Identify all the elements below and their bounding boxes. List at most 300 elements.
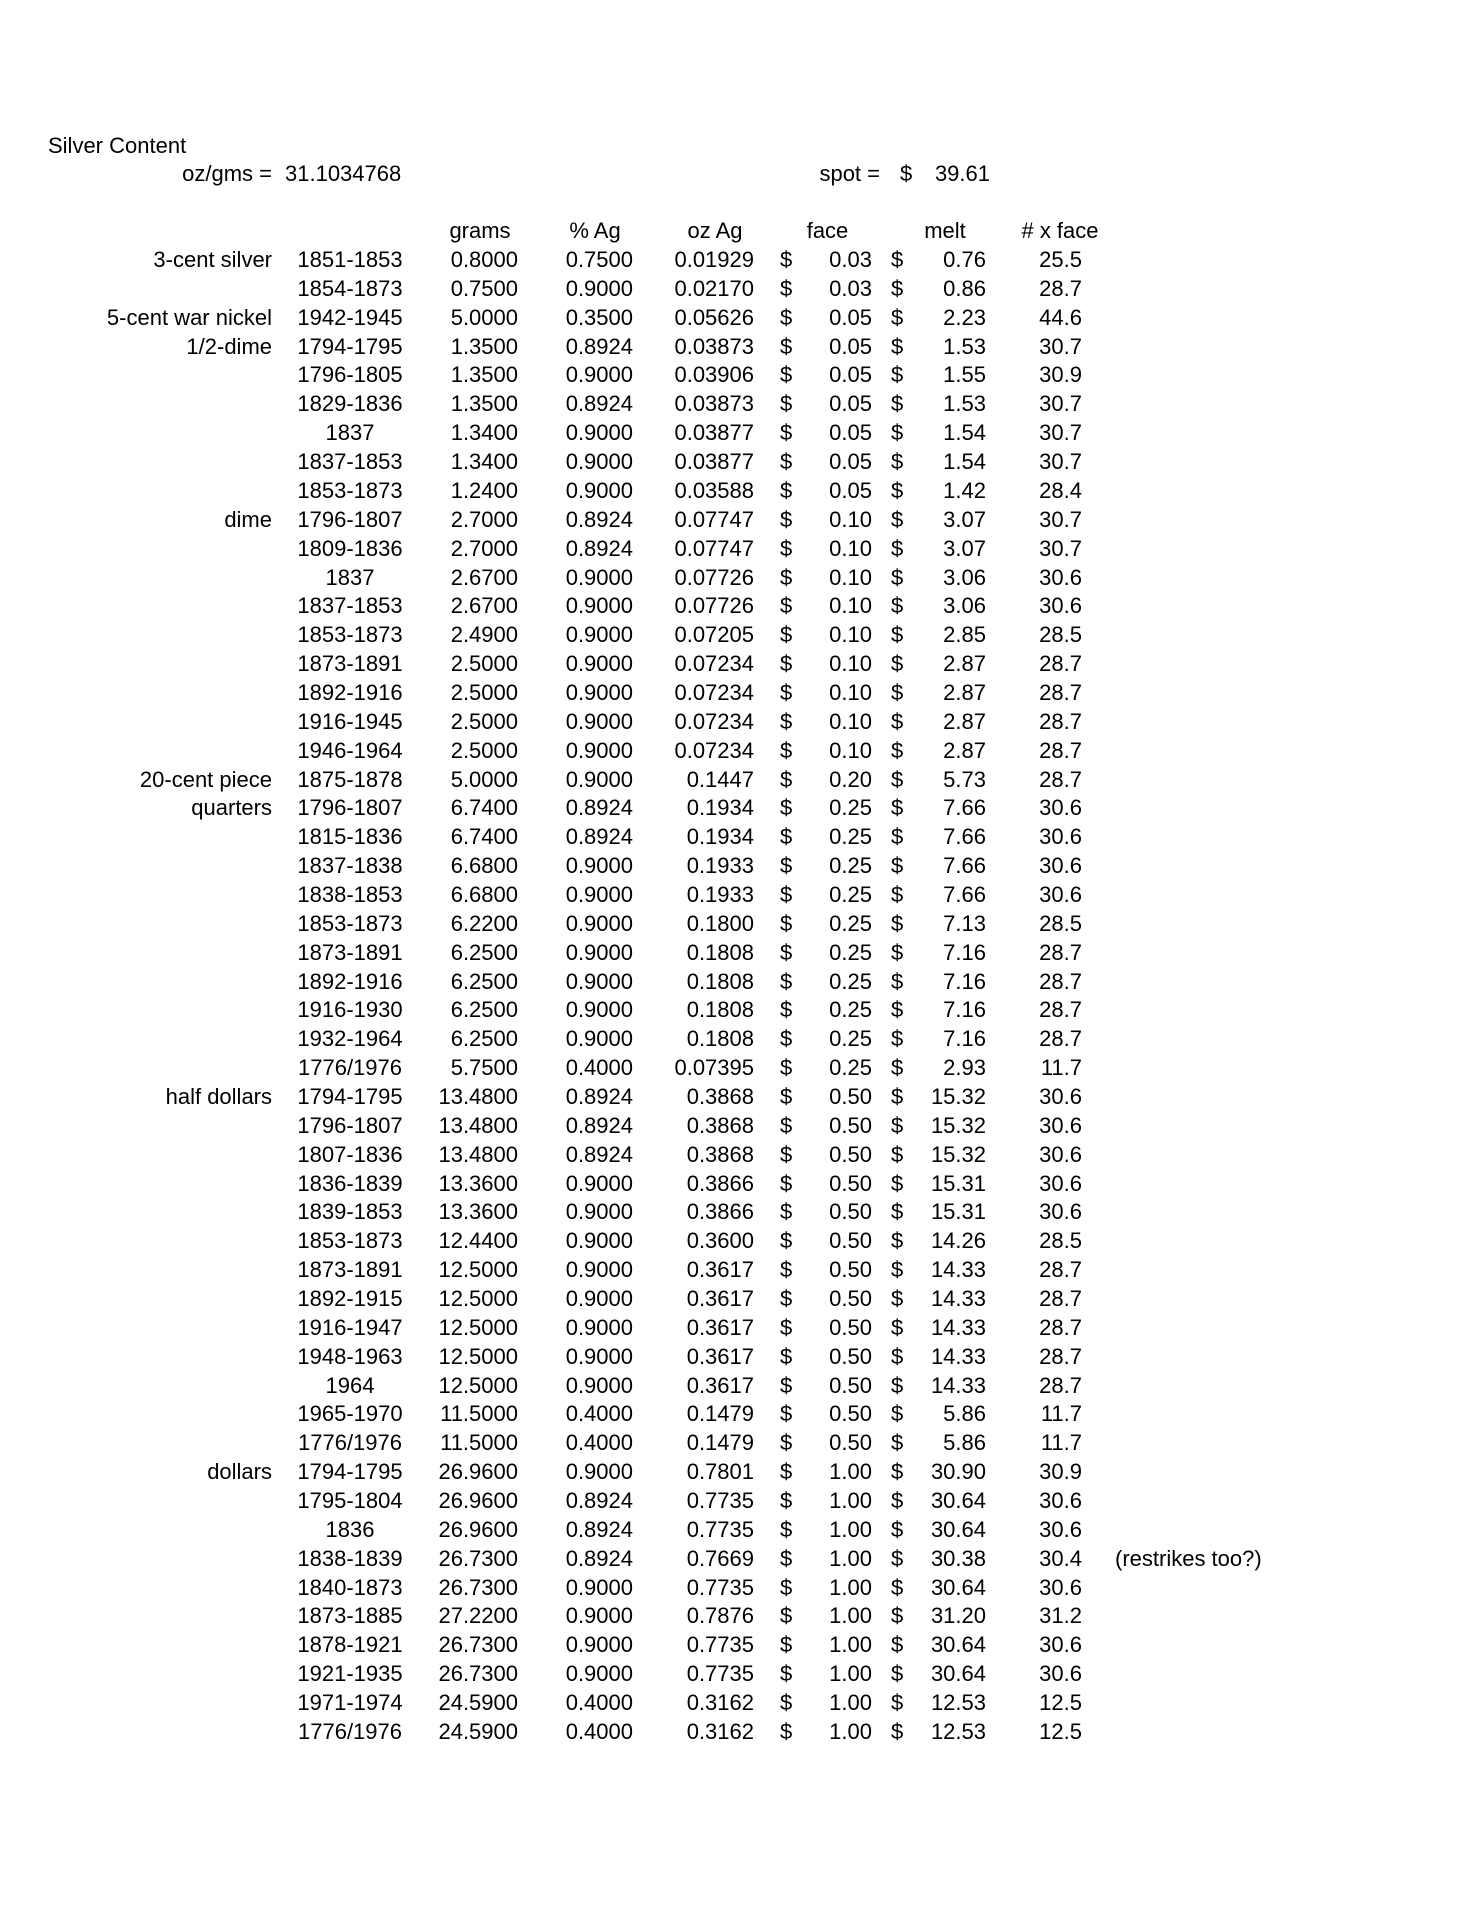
face-value: 1.00 [829, 1661, 872, 1687]
melt-value: 7.66 [943, 881, 986, 907]
oz-ag-value: 0.05626 [674, 304, 754, 330]
year-range: 1829-1836 [297, 391, 403, 417]
grams-value: 6.2200 [450, 910, 518, 936]
note-text: (restrikes too?) [1115, 1545, 1262, 1571]
face-value: 0.10 [829, 564, 872, 590]
pct-ag-value: 0.9000 [565, 275, 633, 301]
pct-ag-value: 0.4000 [565, 1430, 633, 1456]
oz-ag-value: 0.1479 [686, 1401, 754, 1427]
melt-currency: $ [891, 1055, 904, 1081]
melt-value: 15.32 [930, 1083, 986, 1109]
grams-value: 13.3600 [438, 1199, 518, 1225]
year-range: 1837-1838 [297, 853, 403, 879]
face-currency: $ [780, 449, 793, 474]
x-face-value: 28.7 [1039, 1257, 1082, 1283]
x-face-value: 30.6 [1039, 1574, 1082, 1600]
face-value: 0.50 [829, 1314, 872, 1340]
year-range: 1853-1873 [297, 622, 403, 648]
face-currency: $ [780, 679, 793, 705]
oz-ag-value: 0.1808 [686, 997, 754, 1023]
melt-value: 12.53 [930, 1718, 986, 1744]
face-value: 0.25 [829, 968, 872, 994]
x-face-value: 28.7 [1039, 651, 1082, 676]
face-currency: $ [780, 1574, 793, 1600]
melt-currency: $ [891, 1199, 904, 1225]
coin-type: quarters [191, 795, 272, 821]
oz-ag-value: 0.07234 [674, 708, 754, 734]
year-range: 1948-1963 [297, 1343, 403, 1369]
face-value: 0.10 [829, 593, 872, 619]
grams-value: 12.5000 [438, 1257, 518, 1283]
face-value: 0.05 [829, 449, 872, 474]
pct-ag-value: 0.9000 [565, 1026, 633, 1052]
face-currency: $ [780, 1055, 793, 1081]
pct-ag-value: 0.9000 [565, 766, 633, 792]
pct-ag-value: 0.9000 [565, 997, 633, 1023]
x-face-value: 30.6 [1039, 1488, 1082, 1513]
year-range: 1873-1885 [297, 1603, 403, 1629]
grams-value: 6.2500 [450, 939, 518, 965]
x-face-value: 30.6 [1039, 1199, 1082, 1225]
melt-value: 7.66 [943, 795, 986, 821]
melt-value: 7.16 [943, 939, 986, 965]
melt-currency: $ [891, 679, 904, 705]
face-currency: $ [780, 1718, 793, 1744]
grams-value: 2.7000 [450, 535, 518, 561]
oz-ag-value: 0.1808 [686, 1026, 754, 1052]
oz-ag-value: 0.1479 [686, 1430, 754, 1456]
grams-value: 2.5000 [450, 651, 518, 676]
melt-value: 1.42 [943, 477, 986, 503]
year-range: 1837-1853 [297, 449, 403, 474]
x-face-value: 28.7 [1039, 708, 1082, 734]
melt-currency: $ [891, 651, 904, 676]
melt-value: 2.23 [943, 304, 986, 330]
face-value: 0.05 [829, 477, 872, 503]
year-range: 1853-1873 [297, 910, 403, 936]
pct-ag-value: 0.8924 [565, 1488, 633, 1513]
x-face-value: 30.6 [1039, 1632, 1082, 1658]
grams-value: 26.9600 [438, 1488, 518, 1513]
x-face-value: 28.7 [1039, 737, 1082, 763]
melt-currency: $ [891, 1141, 904, 1167]
face-currency: $ [780, 1083, 793, 1109]
melt-value: 12.53 [930, 1690, 986, 1715]
face-currency: $ [780, 1661, 793, 1687]
oz-ag-value: 0.7669 [686, 1545, 754, 1571]
face-currency: $ [780, 1690, 793, 1715]
x-face-value: 28.5 [1039, 622, 1082, 648]
melt-value: 1.54 [943, 449, 986, 474]
face-currency: $ [780, 708, 793, 734]
header-x-face: # x face [1021, 218, 1099, 243]
year-range: 1807-1836 [297, 1141, 403, 1167]
melt-currency: $ [891, 910, 904, 936]
face-currency: $ [780, 506, 793, 532]
face-value: 0.50 [829, 1372, 872, 1398]
grams-value: 12.5000 [438, 1343, 518, 1369]
year-range: 1836 [325, 1516, 375, 1542]
year-range: 1932-1964 [297, 1026, 403, 1052]
year-range: 1854-1873 [297, 275, 403, 301]
oz-ag-value: 0.07234 [674, 679, 754, 705]
grams-value: 26.9600 [438, 1516, 518, 1542]
grams-value: 2.4900 [450, 622, 518, 648]
header-pct-ag: % Ag [569, 218, 621, 243]
pct-ag-value: 0.8924 [565, 333, 633, 359]
oz-ag-value: 0.03877 [674, 449, 754, 474]
face-currency: $ [780, 910, 793, 936]
year-range: 1795-1804 [297, 1488, 403, 1513]
x-face-value: 30.6 [1039, 853, 1082, 879]
face-currency: $ [780, 247, 793, 272]
face-value: 1.00 [829, 1488, 872, 1513]
melt-value: 14.33 [930, 1372, 986, 1398]
melt-value: 0.86 [943, 275, 986, 301]
x-face-value: 30.7 [1039, 333, 1082, 359]
x-face-value: 11.7 [1040, 1430, 1082, 1456]
year-range: 1916-1945 [297, 708, 403, 734]
pct-ag-value: 0.9000 [565, 1199, 633, 1225]
year-range: 1875-1878 [297, 766, 403, 792]
face-value: 0.25 [829, 910, 872, 936]
face-value: 0.05 [829, 362, 872, 388]
x-face-value: 28.7 [1039, 1026, 1082, 1052]
melt-currency: $ [891, 1314, 904, 1340]
x-face-value: 30.6 [1039, 1141, 1082, 1167]
oz-ag-value: 0.03873 [674, 391, 754, 417]
melt-value: 15.31 [930, 1199, 986, 1225]
oz-gms-value: 31.1034768 [285, 161, 402, 186]
melt-currency: $ [891, 477, 904, 503]
oz-ag-value: 0.07395 [674, 1055, 754, 1081]
grams-value: 11.5000 [440, 1430, 518, 1456]
melt-currency: $ [891, 766, 904, 792]
melt-currency: $ [891, 1574, 904, 1600]
face-value: 0.10 [829, 737, 872, 763]
grams-value: 5.0000 [450, 304, 518, 330]
face-currency: $ [780, 1516, 793, 1542]
face-currency: $ [780, 275, 793, 301]
melt-value: 3.06 [943, 593, 986, 619]
x-face-value: 30.6 [1039, 593, 1082, 619]
oz-ag-value: 0.03873 [674, 333, 754, 359]
pct-ag-value: 0.9000 [565, 622, 633, 648]
oz-ag-value: 0.1933 [686, 881, 754, 907]
face-value: 0.05 [829, 391, 872, 417]
face-value: 1.00 [829, 1632, 872, 1658]
year-range: 1916-1947 [297, 1314, 403, 1340]
x-face-value: 25.5 [1039, 247, 1082, 272]
face-currency: $ [780, 1603, 793, 1629]
face-value: 0.50 [829, 1286, 872, 1311]
grams-value: 13.3600 [438, 1170, 518, 1196]
x-face-value: 30.6 [1039, 881, 1082, 907]
melt-value: 14.33 [930, 1314, 986, 1340]
face-value: 1.00 [829, 1459, 872, 1485]
pct-ag-value: 0.9000 [565, 910, 633, 936]
oz-ag-value: 0.07234 [674, 737, 754, 763]
melt-value: 7.13 [943, 910, 986, 936]
grams-value: 24.5900 [438, 1718, 518, 1744]
year-range: 1794-1795 [297, 333, 403, 359]
melt-currency: $ [891, 1430, 904, 1456]
melt-currency: $ [891, 1112, 904, 1138]
year-range: 1794-1795 [297, 1459, 403, 1485]
melt-currency: $ [891, 824, 904, 850]
melt-currency: $ [891, 1026, 904, 1052]
melt-currency: $ [891, 1690, 904, 1715]
pct-ag-value: 0.4000 [565, 1690, 633, 1715]
face-value: 0.25 [829, 824, 872, 850]
oz-ag-value: 0.7735 [686, 1632, 754, 1658]
face-value: 0.10 [829, 679, 872, 705]
pct-ag-value: 0.8924 [565, 1545, 633, 1571]
coin-type: dime [224, 506, 272, 532]
face-currency: $ [780, 564, 793, 590]
year-range: 1851-1853 [297, 247, 403, 272]
melt-value: 3.06 [943, 564, 986, 590]
grams-value: 2.5000 [450, 708, 518, 734]
year-range: 1815-1836 [297, 824, 403, 850]
x-face-value: 28.7 [1039, 968, 1082, 994]
melt-currency: $ [891, 1661, 904, 1687]
face-currency: $ [780, 766, 793, 792]
melt-currency: $ [891, 1257, 904, 1283]
year-range: 1839-1853 [297, 1199, 403, 1225]
melt-value: 2.85 [943, 622, 986, 648]
melt-currency: $ [891, 1603, 904, 1629]
grams-value: 2.5000 [450, 679, 518, 705]
face-currency: $ [780, 1286, 793, 1311]
coin-type: 20-cent piece [139, 766, 272, 792]
melt-value: 30.64 [930, 1632, 986, 1658]
pct-ag-value: 0.9000 [565, 1257, 633, 1283]
face-value: 0.10 [829, 651, 872, 676]
face-currency: $ [780, 1632, 793, 1658]
melt-value: 7.66 [943, 824, 986, 850]
grams-value: 2.7000 [450, 506, 518, 532]
oz-ag-value: 0.7876 [686, 1603, 754, 1629]
grams-value: 13.4800 [438, 1141, 518, 1167]
melt-value: 15.31 [930, 1170, 986, 1196]
face-value: 1.00 [829, 1718, 872, 1744]
grams-value: 5.7500 [450, 1055, 518, 1081]
grams-value: 1.3400 [450, 449, 518, 474]
oz-ag-value: 0.3617 [686, 1257, 754, 1283]
pct-ag-value: 0.9000 [565, 564, 633, 590]
coin-type: half dollars [165, 1083, 272, 1109]
grams-value: 6.7400 [450, 795, 518, 821]
oz-ag-value: 0.3617 [686, 1343, 754, 1369]
x-face-value: 30.7 [1039, 535, 1082, 561]
melt-value: 30.90 [930, 1459, 986, 1485]
pct-ag-value: 0.9000 [565, 593, 633, 619]
pct-ag-value: 0.9000 [565, 1286, 633, 1311]
melt-value: 30.38 [930, 1545, 986, 1571]
melt-currency: $ [891, 362, 904, 388]
coin-type: 3-cent silver [153, 247, 272, 272]
face-value: 1.00 [829, 1690, 872, 1715]
oz-ag-value: 0.3868 [686, 1112, 754, 1138]
melt-value: 30.64 [930, 1516, 986, 1542]
oz-ag-value: 0.3868 [686, 1083, 754, 1109]
pct-ag-value: 0.9000 [565, 968, 633, 994]
melt-value: 2.87 [943, 651, 986, 676]
oz-ag-value: 0.7735 [686, 1574, 754, 1600]
pct-ag-value: 0.9000 [565, 362, 633, 388]
year-range: 1796-1807 [297, 506, 403, 532]
pct-ag-value: 0.9000 [565, 449, 633, 474]
face-value: 0.50 [829, 1343, 872, 1369]
pct-ag-value: 0.9000 [565, 1459, 633, 1485]
melt-value: 30.64 [930, 1661, 986, 1687]
grams-value: 26.9600 [438, 1459, 518, 1485]
oz-ag-value: 0.3617 [686, 1286, 754, 1311]
oz-ag-value: 0.1934 [686, 795, 754, 821]
face-currency: $ [780, 1314, 793, 1340]
melt-currency: $ [891, 1545, 904, 1571]
oz-ag-value: 0.1808 [686, 968, 754, 994]
melt-value: 1.53 [943, 333, 986, 359]
year-range: 1873-1891 [297, 1257, 403, 1283]
melt-value: 14.33 [930, 1257, 986, 1283]
year-range: 1892-1916 [297, 679, 403, 705]
pct-ag-value: 0.9000 [565, 1661, 633, 1687]
year-range: 1964 [325, 1372, 375, 1398]
x-face-value: 28.7 [1039, 997, 1082, 1023]
face-value: 0.20 [829, 766, 872, 792]
face-currency: $ [780, 1026, 793, 1052]
face-value: 0.25 [829, 853, 872, 879]
x-face-value: 30.7 [1039, 449, 1082, 474]
face-value: 0.10 [829, 622, 872, 648]
grams-value: 1.3400 [450, 420, 518, 446]
year-range: 1878-1921 [297, 1632, 403, 1658]
oz-ag-value: 0.07747 [674, 535, 754, 561]
x-face-value: 28.5 [1039, 910, 1082, 936]
pct-ag-value: 0.8924 [565, 1516, 633, 1542]
year-range: 1836-1839 [297, 1170, 403, 1196]
grams-value: 6.6800 [450, 853, 518, 879]
year-range: 1840-1873 [297, 1574, 403, 1600]
x-face-value: 28.7 [1039, 1314, 1082, 1340]
x-face-value: 31.2 [1039, 1603, 1082, 1629]
grams-value: 2.6700 [450, 593, 518, 619]
x-face-value: 28.7 [1039, 939, 1082, 965]
face-value: 0.25 [829, 795, 872, 821]
x-face-value: 12.5 [1039, 1690, 1082, 1715]
grams-value: 12.5000 [438, 1314, 518, 1340]
face-currency: $ [780, 1401, 793, 1427]
pct-ag-value: 0.9000 [565, 477, 633, 503]
x-face-value: 30.9 [1039, 1459, 1082, 1485]
face-currency: $ [780, 1459, 793, 1485]
face-currency: $ [780, 737, 793, 763]
pct-ag-value: 0.8924 [565, 1083, 633, 1109]
x-face-value: 30.7 [1039, 420, 1082, 446]
face-value: 1.00 [829, 1574, 872, 1600]
face-currency: $ [780, 651, 793, 676]
year-range: 1892-1915 [297, 1286, 403, 1311]
oz-ag-value: 0.07726 [674, 564, 754, 590]
face-value: 1.00 [829, 1603, 872, 1629]
coin-type: 1/2-dime [186, 333, 272, 359]
oz-ag-value: 0.07205 [674, 622, 754, 648]
face-value: 0.25 [829, 881, 872, 907]
oz-ag-value: 0.01929 [674, 247, 754, 272]
pct-ag-value: 0.9000 [565, 651, 633, 676]
face-currency: $ [780, 593, 793, 619]
year-range: 1838-1853 [297, 881, 403, 907]
melt-value: 5.73 [943, 766, 986, 792]
melt-currency: $ [891, 593, 904, 619]
oz-ag-value: 0.3162 [686, 1718, 754, 1744]
year-range: 1873-1891 [297, 939, 403, 965]
pct-ag-value: 0.8924 [565, 1141, 633, 1167]
pct-ag-value: 0.8924 [565, 506, 633, 532]
coin-type: dollars [207, 1459, 272, 1485]
oz-ag-value: 0.3866 [686, 1170, 754, 1196]
melt-value: 1.55 [943, 362, 986, 388]
pct-ag-value: 0.8924 [565, 1112, 633, 1138]
grams-value: 6.2500 [450, 968, 518, 994]
spot-value: 39.61 [934, 161, 990, 186]
pct-ag-value: 0.4000 [565, 1718, 633, 1744]
oz-ag-value: 0.7801 [686, 1459, 754, 1485]
oz-ag-value: 0.07747 [674, 506, 754, 532]
pct-ag-value: 0.9000 [565, 853, 633, 879]
year-range: 1809-1836 [297, 535, 403, 561]
melt-currency: $ [891, 881, 904, 907]
year-range: 1837-1853 [297, 593, 403, 619]
pct-ag-value: 0.4000 [565, 1401, 633, 1427]
face-value: 0.10 [829, 506, 872, 532]
melt-currency: $ [891, 997, 904, 1023]
grams-value: 11.5000 [440, 1401, 518, 1427]
face-currency: $ [780, 939, 793, 965]
oz-ag-value: 0.1808 [686, 939, 754, 965]
oz-ag-value: 0.7735 [686, 1516, 754, 1542]
header-face: face [806, 218, 849, 243]
melt-value: 2.93 [943, 1055, 986, 1081]
x-face-value: 30.6 [1039, 1083, 1082, 1109]
oz-ag-value: 0.02170 [674, 275, 754, 301]
oz-ag-value: 0.03588 [674, 477, 754, 503]
melt-value: 15.32 [930, 1141, 986, 1167]
oz-ag-value: 0.1447 [686, 766, 754, 792]
year-range: 1776/1976 [298, 1718, 402, 1744]
grams-value: 6.7400 [450, 824, 518, 850]
melt-value: 5.86 [943, 1401, 986, 1427]
face-currency: $ [780, 333, 793, 359]
melt-currency: $ [891, 1228, 904, 1254]
grams-value: 24.5900 [438, 1690, 518, 1715]
grams-value: 1.2400 [450, 477, 518, 503]
year-range: 1946-1964 [297, 737, 403, 763]
pct-ag-value: 0.7500 [565, 247, 633, 272]
pct-ag-value: 0.8924 [565, 391, 633, 417]
oz-ag-value: 0.7735 [686, 1661, 754, 1687]
oz-ag-value: 0.1934 [686, 824, 754, 850]
melt-value: 7.16 [943, 997, 986, 1023]
grams-value: 2.6700 [450, 564, 518, 590]
face-currency: $ [780, 1228, 793, 1254]
face-value: 1.00 [829, 1545, 872, 1571]
sheet-title: Silver Content [48, 133, 187, 158]
pct-ag-value: 0.8924 [565, 795, 633, 821]
pct-ag-value: 0.9000 [565, 1314, 633, 1340]
